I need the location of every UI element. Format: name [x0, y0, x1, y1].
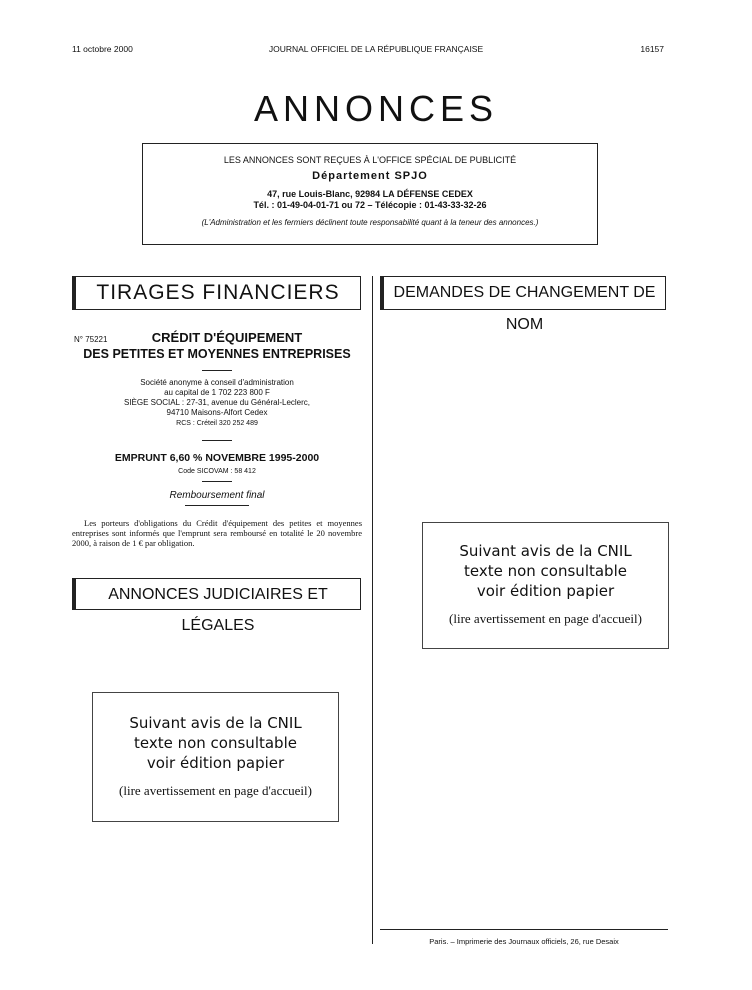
cnil-line3: voir édition papier	[476, 582, 615, 600]
header-page-number: 16157	[640, 44, 664, 54]
cnil-line1: Suivant avis de la CNIL	[459, 542, 632, 560]
notice-number: N° 75221	[74, 335, 108, 344]
header-date: 11 octobre 2000	[72, 44, 133, 54]
printer-credit: Paris. – Imprimerie des Journaux officiels, 26, rue Desaix	[429, 937, 619, 946]
info-disclaimer: (L'Administration et les fermiers déclinent toute responsabilité quant à la teneur des annonces.)	[201, 218, 539, 227]
section-changement-de-nom: DEMANDES DE CHANGEMENT DE NOM	[380, 276, 666, 310]
separator-rule	[202, 481, 232, 482]
info-box	[142, 143, 598, 245]
cnil-line2: texte non consultable	[464, 562, 627, 580]
loan-title: EMPRUNT 6,60 % NOVEMBRE 1995-2000	[114, 452, 320, 464]
page-title: ANNONCES	[253, 88, 499, 129]
column-divider	[372, 276, 373, 944]
info-department: Département SPJO	[312, 170, 428, 182]
siege-social-line2: 94710 Maisons-Alfort Cedex	[166, 408, 268, 417]
company-name-line2: DES PETITES ET MOYENNES ENTREPRISES	[83, 347, 351, 361]
rcs: RCS : Créteil 320 252 489	[176, 420, 258, 427]
separator-rule	[202, 370, 232, 371]
separator-rule	[202, 440, 232, 441]
siege-social-line1: SIÈGE SOCIAL : 27-31, avenue du Général-Leclerc,	[123, 398, 311, 407]
cnil-note: (lire avertissement en page d'accueil)	[449, 611, 642, 626]
cnil-line2: texte non consultable	[134, 734, 297, 752]
section-annonces-judiciaires: ANNONCES JUDICIAIRES ET LÉGALES	[72, 578, 361, 610]
footer-rule	[380, 929, 668, 930]
info-reception-line: LES ANNONCES SONT REÇUES À L'OFFICE SPÉCIAL DE PUBLICITÉ	[223, 155, 517, 165]
legal-form: Société anonyme à conseil d'administration	[140, 378, 294, 387]
notice-subtitle: Remboursement final	[169, 490, 265, 501]
cnil-notice-right	[422, 522, 669, 649]
notice-body: Les porteurs d'obligations du Crédit d'équipement des petites et moyennes entreprises sont informés que l'emprunt sera remboursé en totalité le 20 novembre 2000, à raison de 1 € par obligation.	[72, 518, 362, 548]
cnil-line3: voir édition papier	[146, 754, 285, 772]
info-address: 47, rue Louis-Blanc, 92984 LA DÉFENSE CEDEX	[267, 189, 473, 199]
sicovam-code: Code SICOVAM : 58 412	[178, 468, 256, 475]
cnil-line1: Suivant avis de la CNIL	[129, 714, 302, 732]
company-name-line1: CRÉDIT D'ÉQUIPEMENT	[151, 330, 303, 345]
cnil-note: (lire avertissement en page d'accueil)	[119, 783, 312, 798]
header-journal-title: JOURNAL OFFICIEL DE LA RÉPUBLIQUE FRANÇAISE	[268, 44, 484, 54]
capital: au capital de 1 702 223 800 F	[164, 388, 270, 397]
company-details	[72, 378, 362, 429]
section-tirages-financiers: TIRAGES FINANCIERS	[72, 276, 361, 310]
info-phones: Tél. : 01-49-04-01-71 ou 72 – Télécopie : 01-43-33-32-26	[253, 200, 487, 210]
cnil-notice-left	[92, 692, 339, 822]
separator-rule	[185, 505, 249, 506]
